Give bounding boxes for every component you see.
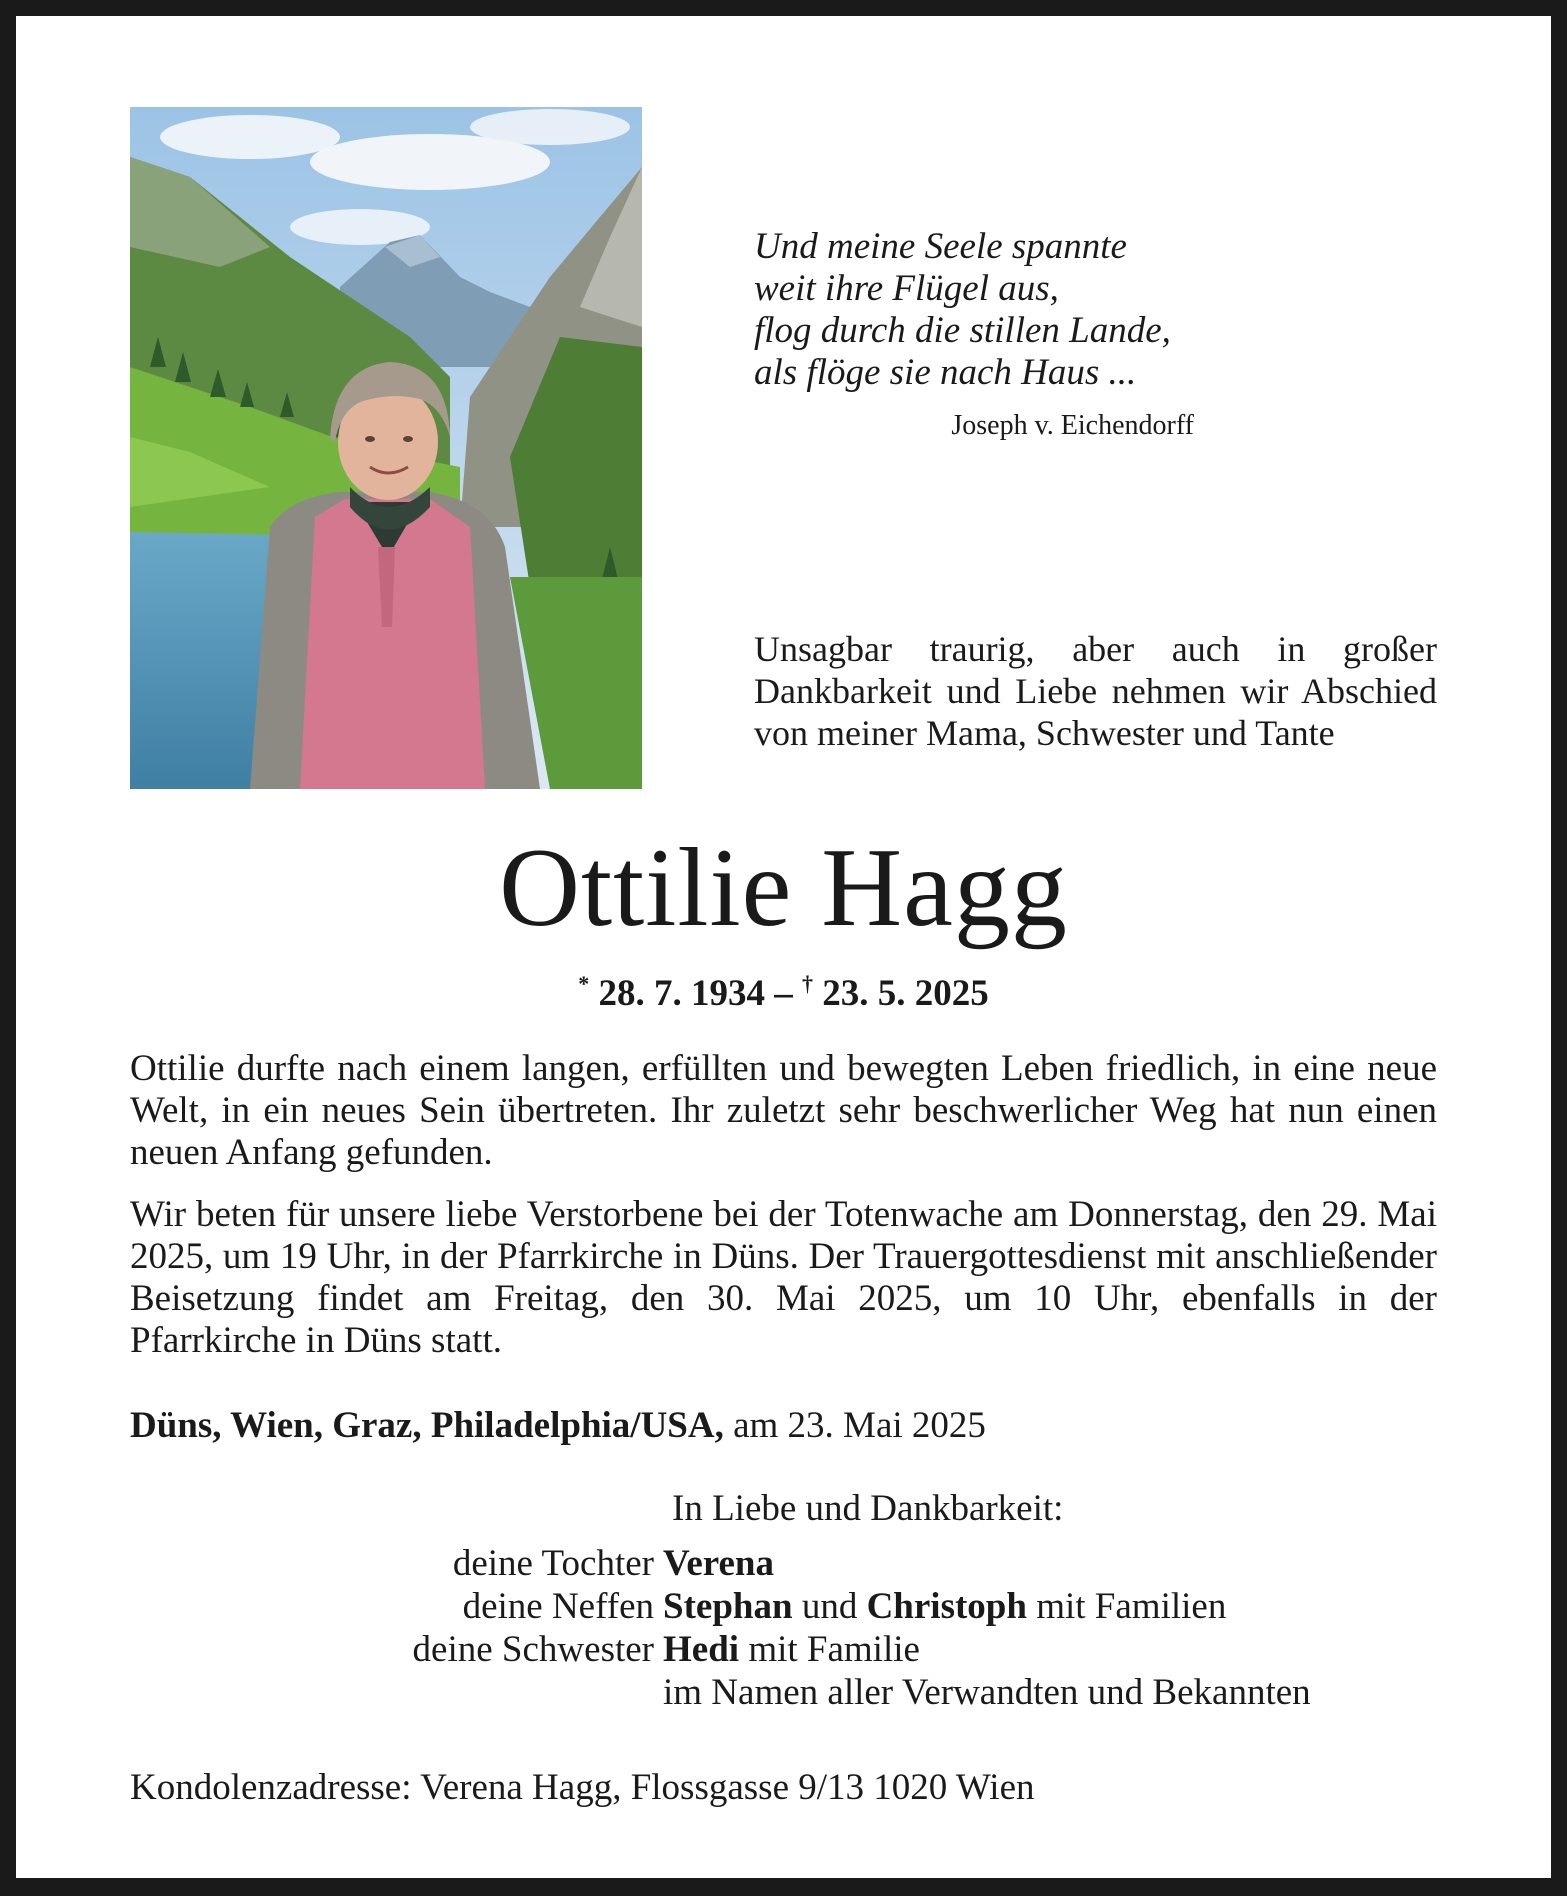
deceased-name: Ottilie Hagg [499, 826, 1068, 950]
family-name: Christoph [866, 1586, 1027, 1627]
family-relation: deine Neffen [462, 1586, 654, 1627]
poem-line: weit ihre Flügel aus, [754, 268, 1059, 309]
family-row [130, 1585, 1470, 1628]
notice-date: am 23. Mai 2025 [733, 1405, 986, 1446]
death-date: 23. 5. 2025 [822, 973, 989, 1014]
family-row [130, 1542, 1470, 1585]
family-suffix: mit Familien [1036, 1586, 1227, 1627]
family-name: Stephan [663, 1586, 793, 1627]
poem-line: als flöge sie nach Haus ... [754, 352, 1137, 393]
place-date-line [130, 1404, 1437, 1448]
birth-symbol: * [578, 971, 590, 996]
family-relation: deine Tochter [452, 1543, 654, 1584]
thanks-line: In Liebe und Dankbarkeit: [672, 1488, 1064, 1529]
family-relation: deine Schwester [412, 1629, 654, 1670]
family-name: Verena [663, 1543, 774, 1584]
family-row [130, 1671, 1470, 1714]
portrait-photo [130, 107, 642, 789]
life-dates [0, 962, 1567, 1016]
family-suffix: mit Familie [748, 1629, 920, 1670]
poem-line: Und meine Seele spannte [754, 226, 1127, 267]
family-names [663, 1585, 1470, 1628]
birth-date: 28. 7. 1934 [598, 973, 765, 1014]
family-list [130, 1542, 1470, 1714]
death-symbol: † [802, 971, 813, 996]
family-name: Hedi [663, 1629, 740, 1670]
paragraph-service: Wir beten für unsere liebe Verstorbene bei der Totenwache am Donnerstag, den 29. Mai 2025, um 19 Uhr, in der Pfarrkirche in Düns. Der Trauergottesdienst mit anschließender Beisetzung findet am Freitag, den 30. Mai 2025, um 10 Uhr, ebenfalls in der Pfarrkirche in Düns statt. [130, 1194, 1437, 1361]
paragraph-life: Ottilie durfte nach einem langen, erfüllten und bewegten Leben friedlich, in eine neue Welt, in ein neues Sein übertreten. Ihr zuletzt sehr beschwerlicher Weg hat nun einen neuen Anfang gefunden. [130, 1048, 1437, 1173]
poem [754, 226, 1234, 394]
places: Düns, Wien, Graz, Philadelphia/USA, [130, 1405, 724, 1446]
portrait-photo-illustration [130, 107, 642, 789]
family-names [663, 1542, 1470, 1585]
family-row [130, 1628, 1470, 1671]
family-relation-empty [130, 1671, 663, 1714]
poem-line: flog durch die stillen Lande, [754, 310, 1171, 351]
poem-author: Joseph v. Eichendorff [951, 410, 1194, 441]
family-names [663, 1628, 1470, 1671]
family-closing: im Namen aller Verwandten und Bekannten [663, 1672, 1311, 1713]
family-joiner: und [801, 1586, 858, 1627]
intro-text: Unsagbar traurig, aber auch in großer Dankbarkeit und Liebe nehmen wir Abschied von meiner Mama, Schwester und Tante [754, 629, 1437, 753]
condolence-address: Kondolenzadresse: Verena Hagg, Flossgasse 9/13 1020 Wien [130, 1767, 1035, 1808]
date-dash: – [774, 973, 793, 1014]
